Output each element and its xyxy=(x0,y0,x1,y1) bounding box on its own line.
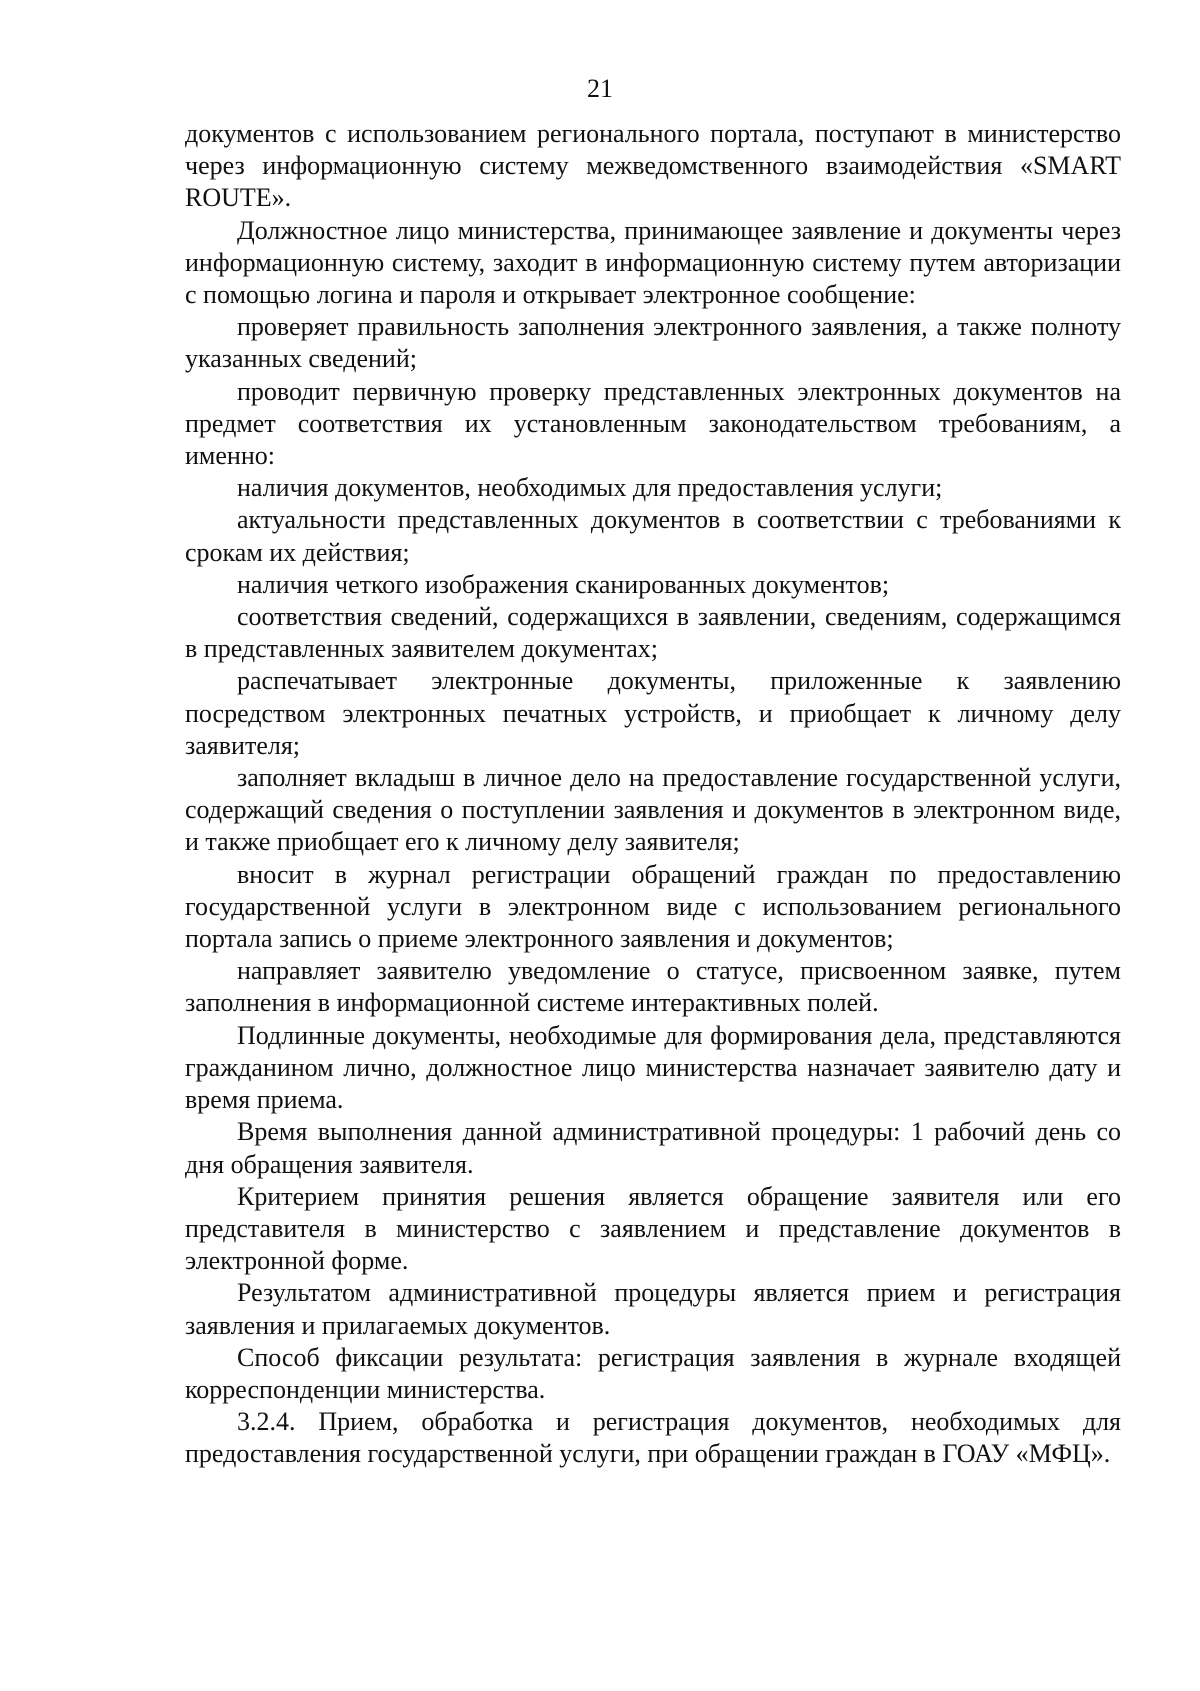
paragraph-6: актуальности представленных документов в соответствии с требованиями к срокам их действия; xyxy=(185,505,1121,567)
paragraph-4: проводит первичную проверку представленных электронных документов на предмет соответствия их установленным законодательством требованиям, а именно: xyxy=(185,376,1121,471)
paragraph-15: Критерием принятия решения является обращение заявителя или его представителя в министерство с заявлением и представление документов в электронной форме. xyxy=(185,1181,1121,1276)
paragraph-7: наличия четкого изображения сканированных документов; xyxy=(237,569,890,599)
paragraph-16: Результатом административной процедуры является прием и регистрация заявления и прилагаемых документов. xyxy=(185,1278,1121,1340)
paragraph-11: вносит в журнал регистрации обращений граждан по предоставлению государственной услуги в электронном виде с использованием регионального портала запись о приеме электронного заявления и документов; xyxy=(185,859,1121,954)
paragraph-1: документов с использованием регионального портала, поступают в министерство через информационную систему межведомственного взаимодействия «SMART ROUTE». xyxy=(185,119,1121,213)
page-number: 21 xyxy=(587,74,613,103)
paragraph-18: 3.2.4. Прием, обработка и регистрация документов, необходимых для предоставления государственной услуги, при обращении граждан в ГОАУ «МФЦ». xyxy=(185,1407,1121,1469)
document-body xyxy=(185,118,1121,1471)
paragraph-9: распечатывает электронные документы, приложенные к заявлению посредством электронных печатных устройств, и приобщает к личному делу заявителя; xyxy=(185,666,1121,760)
paragraph-17: Способ фиксации результата: регистрация заявления в журнале входящей корреспонденции министерства. xyxy=(185,1342,1121,1404)
paragraph-3: проверяет правильность заполнения электронного заявления, а также полноту указанных сведений; xyxy=(185,312,1121,374)
paragraph-2: Должностное лицо министерства, принимающее заявление и документы через информационную систему, заходит в информационную систему путем авторизации с помощью логина и пароля и открывает электронное сообщение: xyxy=(185,215,1121,310)
paragraph-13: Подлинные документы, необходимые для формирования дела, представляются гражданином лично, должностное лицо министерства назначает заявителю дату и время приема. xyxy=(185,1020,1121,1115)
paragraph-14: Время выполнения данной административной процедуры: 1 рабочий день со дня обращения заявителя. xyxy=(185,1117,1121,1179)
paragraph-12: направляет заявителю уведомление о статусе, присвоенном заявке, путем заполнения в информационной системе интерактивных полей. xyxy=(185,956,1121,1018)
paragraph-8: соответствия сведений, содержащихся в заявлении, сведениям, содержащимся в представленных заявителем документах; xyxy=(185,602,1121,664)
paragraph-5: наличия документов, необходимых для предоставления услуги; xyxy=(237,473,943,503)
paragraph-10: заполняет вкладыш в личное дело на предоставление государственной услуги, содержащий сведения о поступлении заявления и документов в электронном виде, и также приобщает его к личному делу заявителя; xyxy=(185,763,1121,857)
